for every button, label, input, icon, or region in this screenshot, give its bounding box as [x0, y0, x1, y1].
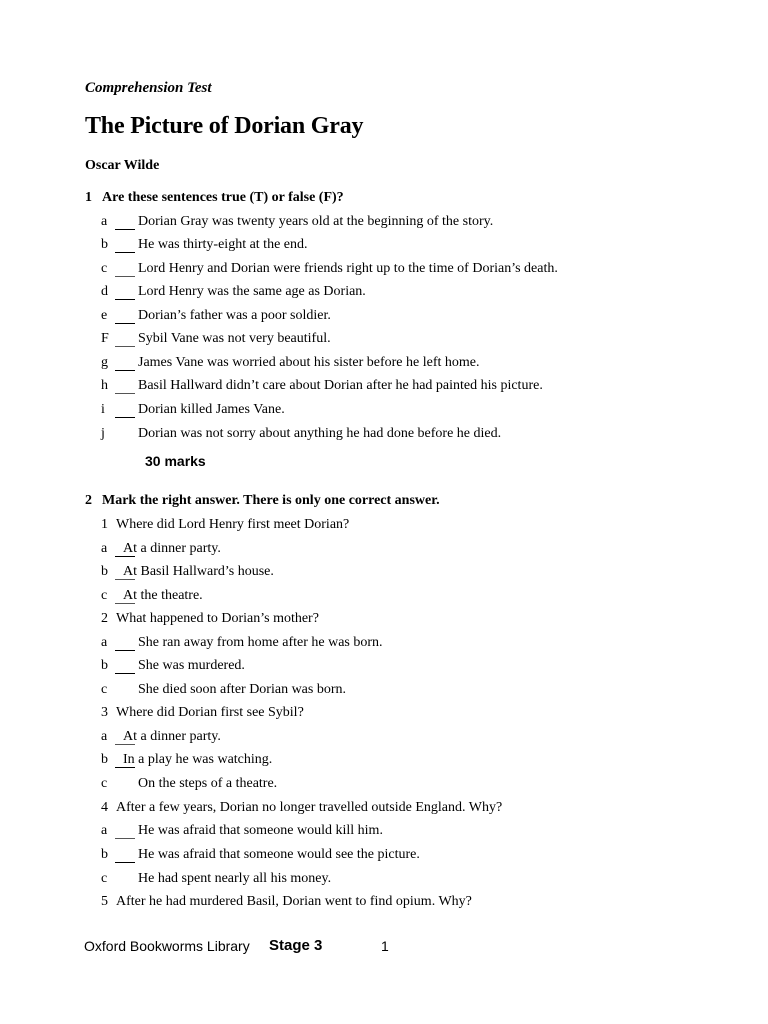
mc-option-text: At a dinner party.: [123, 729, 221, 744]
mc-option-letter: c: [101, 871, 108, 886]
answer-blank[interactable]: [115, 402, 135, 418]
tf-item-text: He was thirty-eight at the end.: [138, 237, 308, 252]
mc-option-text: In a play he was watching.: [123, 752, 273, 767]
answer-blank[interactable]: [115, 237, 135, 253]
mc-option-letter: c: [101, 776, 108, 791]
mc-option-letter: a: [101, 635, 108, 650]
test-label: Comprehension Test: [85, 80, 212, 96]
mc-option-letter: b: [101, 564, 108, 579]
mc-question-text: After a few years, Dorian no longer travelled outside England. Why?: [116, 800, 503, 815]
mc-question: [101, 894, 472, 910]
mc-question-number: 1: [101, 517, 108, 532]
tf-item-letter: g: [101, 355, 108, 370]
section2-instruction: Mark the right answer. There is only one correct answer.: [102, 493, 440, 508]
section2-heading: [85, 493, 440, 509]
section2-number: 2: [85, 493, 92, 508]
tf-item-letter: c: [101, 261, 108, 276]
mc-question-number: 4: [101, 800, 108, 815]
tf-item-text: James Vane was worried about his sister before he left home.: [138, 355, 480, 370]
author-name: Oscar Wilde: [85, 158, 160, 173]
answer-blank[interactable]: [115, 331, 135, 347]
mc-question: [101, 611, 319, 627]
mc-option-text: She ran away from home after he was born.: [138, 635, 383, 650]
answer-blank[interactable]: [115, 847, 135, 863]
mc-question-text: What happened to Dorian’s mother?: [116, 611, 319, 626]
tf-item-text: Dorian’s father was a poor soldier.: [138, 308, 331, 323]
tf-item-text: Basil Hallward didn’t care about Dorian after he had painted his picture.: [138, 378, 543, 393]
section1-instruction: Are these sentences true (T) or false (F)?: [102, 190, 344, 205]
mc-option-letter: a: [101, 729, 108, 744]
tf-item-letter: i: [101, 402, 105, 417]
page-footer: [84, 937, 389, 954]
mc-question: [101, 800, 502, 816]
mc-option-letter: b: [101, 847, 108, 862]
section1-number: 1: [85, 190, 92, 205]
mc-option-letter: b: [101, 752, 108, 767]
section1-heading: [85, 190, 344, 206]
answer-blank[interactable]: [115, 355, 135, 371]
mc-option-letter: b: [101, 658, 108, 673]
answer-blank[interactable]: [115, 284, 135, 300]
tf-item-text: Lord Henry was the same age as Dorian.: [138, 284, 366, 299]
section1-marks: 30 marks: [145, 453, 206, 469]
answer-blank[interactable]: [115, 823, 135, 839]
answer-blank[interactable]: [115, 658, 135, 674]
tf-item-letter: h: [101, 378, 108, 393]
answer-blank[interactable]: [115, 214, 135, 230]
mc-question: [101, 517, 349, 533]
tf-item-text: Dorian Gray was twenty years old at the beginning of the story.: [138, 214, 494, 229]
mc-option-text: He had spent nearly all his money.: [138, 871, 332, 886]
mc-option-text: At a dinner party.: [123, 541, 221, 556]
tf-item-letter: j: [101, 426, 105, 441]
mc-option-text: On the steps of a theatre.: [138, 776, 278, 791]
tf-item-text: Dorian killed James Vane.: [138, 402, 285, 417]
mc-option-letter: a: [101, 541, 108, 556]
mc-question-number: 3: [101, 705, 108, 720]
mc-question-text: Where did Lord Henry first meet Dorian?: [116, 517, 350, 532]
tf-item-letter: e: [101, 308, 108, 323]
tf-item-text: Lord Henry and Dorian were friends right up to the time of Dorian’s death.: [138, 261, 558, 276]
mc-option-text: He was afraid that someone would see the picture.: [138, 847, 420, 862]
footer-library: Oxford Bookworms Library: [84, 938, 250, 954]
mc-question-text: After he had murdered Basil, Dorian went to find opium. Why?: [116, 894, 472, 909]
mc-option-letter: c: [101, 682, 108, 697]
tf-item-text: Sybil Vane was not very beautiful.: [138, 331, 331, 346]
mc-question: [101, 705, 304, 721]
mc-option-letter: a: [101, 823, 108, 838]
tf-item-letter: b: [101, 237, 108, 252]
mc-question-text: Where did Dorian first see Sybil?: [116, 705, 304, 720]
mc-option-text: At Basil Hallward’s house.: [123, 564, 274, 579]
tf-item-text: Dorian was not sorry about anything he had done before he died.: [138, 426, 502, 441]
mc-question-number: 2: [101, 611, 108, 626]
page-title: The Picture of Dorian Gray: [85, 113, 364, 139]
tf-item-letter: d: [101, 284, 108, 299]
answer-blank[interactable]: [115, 308, 135, 324]
mc-option-text: She died soon after Dorian was born.: [138, 682, 347, 697]
mc-option-text: He was afraid that someone would kill him.: [138, 823, 383, 838]
tf-item-letter: a: [101, 214, 108, 229]
footer-stage: Stage 3: [269, 937, 323, 954]
mc-option-letter: c: [101, 588, 108, 603]
answer-blank[interactable]: [115, 635, 135, 651]
mc-option-text: She was murdered.: [138, 658, 245, 673]
mc-question-number: 5: [101, 894, 108, 909]
answer-blank[interactable]: [115, 378, 135, 394]
page-number: 1: [381, 938, 389, 954]
tf-item-letter: F: [101, 331, 109, 346]
mc-option-text: At the theatre.: [123, 588, 203, 603]
answer-blank[interactable]: [115, 261, 135, 277]
